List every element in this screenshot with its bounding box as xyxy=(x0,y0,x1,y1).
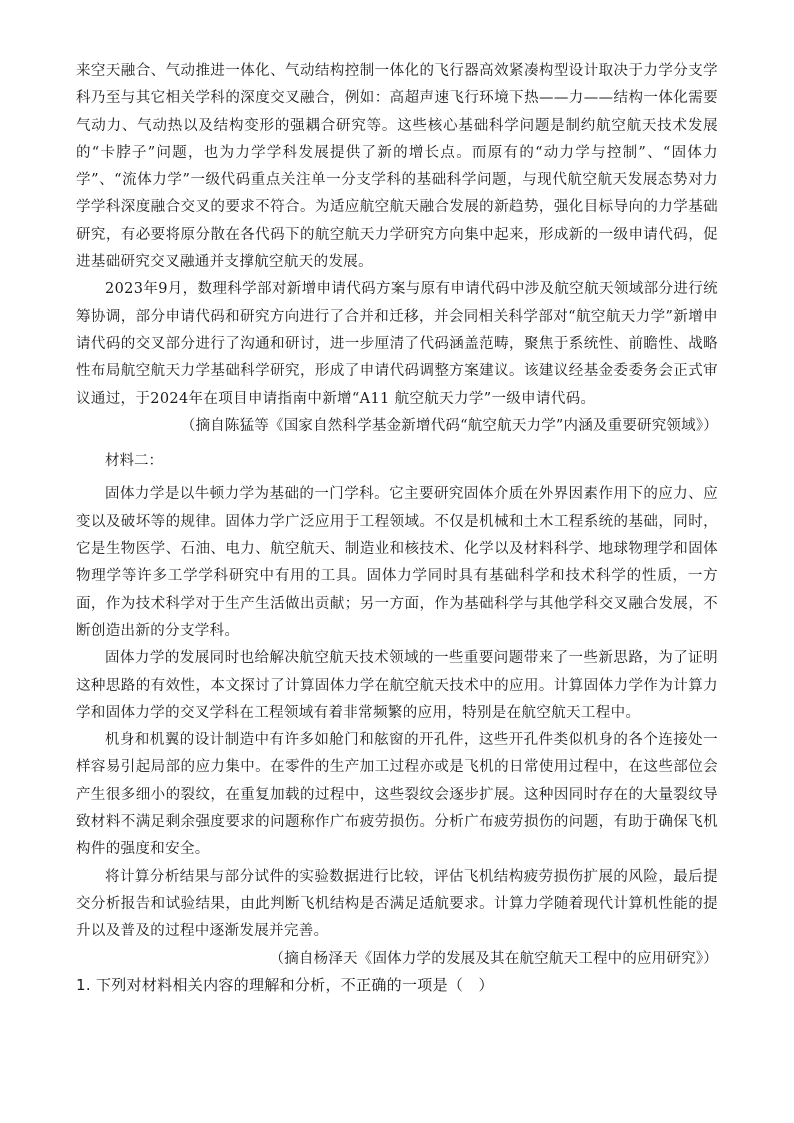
material1-paragraph-continued: 来空天融合、气动推进一体化、气动结构控制一体化的飞行器高效紧凑构型设计取决于力学分支学科乃至与其它相关学科的深度交叉融合，例如：高超声速飞行环境下热——力——结构一体化需要气动力、气动热以及结构变形的强耦合研究等。这些核心基础科学问题是制约航空航天技术发展的“卡脖子”问题，也为力学学科发展提供了新的增长点。而原有的“动力学与控制”、“固体力学”、“流体力学”一级代码重点关注单一分支学科的基础科学问题，与现代航空航天发展态势对力学学科深度融合交叉的要求不符合。为适应航空航天融合发展的新趋势，强化目标导向的力学基础研究，有必要将原分散在各代码下的航空航天力学研究方向集中起来，形成新的一级申请代码，促进基础研究交叉融通并支撑航空航天的发展。 xyxy=(76,63,718,271)
material2-paragraph-3: 机身和机翼的设计制造中有许多如舱门和舷窗的开孔件，这些开孔件类似机身的各个连接处一样容易引起局部的应力集中。在零件的生产加工过程亦或是飞机的日常使用过程中，在这些部位会产生很多细小的裂纹，在重复加载的过程中，这些裂纹会逐步扩展。这种因同时存在的大量裂纹导致材料不满足剩余强度要求的问题称作广布疲劳损伤。分析广布疲劳损伤的问题，有助于确保飞机构件的强度和安全。 xyxy=(76,732,718,858)
question-1: 1. 下列对材料相关内容的理解和分析，不正确的一项是（ ） xyxy=(76,975,494,994)
material2-paragraph-1: 固体力学是以牛顿力学为基础的一门学科。它主要研究固体介质在外界因素作用下的应力、应变以及破坏等的规律。固体力学广泛应用于工程领域。不仅是机械和土木工程系统的基础，同时，它是生物医学、石油、电力、航空航天、制造业和核技术、化学以及材料科学、地球物理学和固体物理学等许多工学学科研究中有用的工具。固体力学同时具有基础科学和技术科学的性质，一方面，作为技术科学对于生产生活做出贡献；另一方面，作为基础科学与其他学科交叉融合发展，不断创造出新的分支学科。 xyxy=(76,486,718,639)
document-page xyxy=(76,58,718,997)
material2-paragraph-4: 将计算分析结果与部分试件的实验数据进行比较，评估飞机结构疲劳损伤扩展的风险，最后提交分析报告和试验结果，由此判断飞机结构是否满足适航要求。计算力学随着现代计算机性能的提升以及普及的过程中逐渐发展并完善。 xyxy=(76,868,718,940)
material1-paragraph-2023: 2023年9月，数理科学部对新增申请代码方案与原有申请代码中涉及航空航天领域部分进行统筹协调，部分申请代码和研究方向进行了合并和迁移，并会同相关科学部对“航空航天力学”新增申请代码的交叉部分进行了沟通和研讨，进一步厘清了代码涵盖范畴，聚焦于系统性、前瞻性、战略性布局航空航天力学基础科学研究，形成了申请代码调整方案建议。该建议经基金委委务会正式审议通过，于2024年在项目申请指南中新增“A11 航空航天力学”一级申请代码。 xyxy=(76,281,718,407)
material1-source-citation: （摘自陈猛等《国家自然科学基金新增代码“航空航天力学”内涵及重要研究领域》） xyxy=(180,417,718,434)
material2-label: 材料二： xyxy=(105,453,163,470)
material2-paragraph-2: 固体力学的发展同时也给解决航空航天技术领域的一些重要问题带来了一些新思路，为了证明这种思路的有效性，本文探讨了计算固体力学在航空航天技术中的应用。计算固体力学作为计算力学和固体力学的交叉学科在工程领域有着非常频繁的应用，特别是在航空航天工程中。 xyxy=(76,650,718,721)
spacer xyxy=(76,440,718,446)
material2-source-citation: （摘自杨泽天《固体力学的发展及其在航空航天工程中的应用研究》） xyxy=(269,950,718,967)
